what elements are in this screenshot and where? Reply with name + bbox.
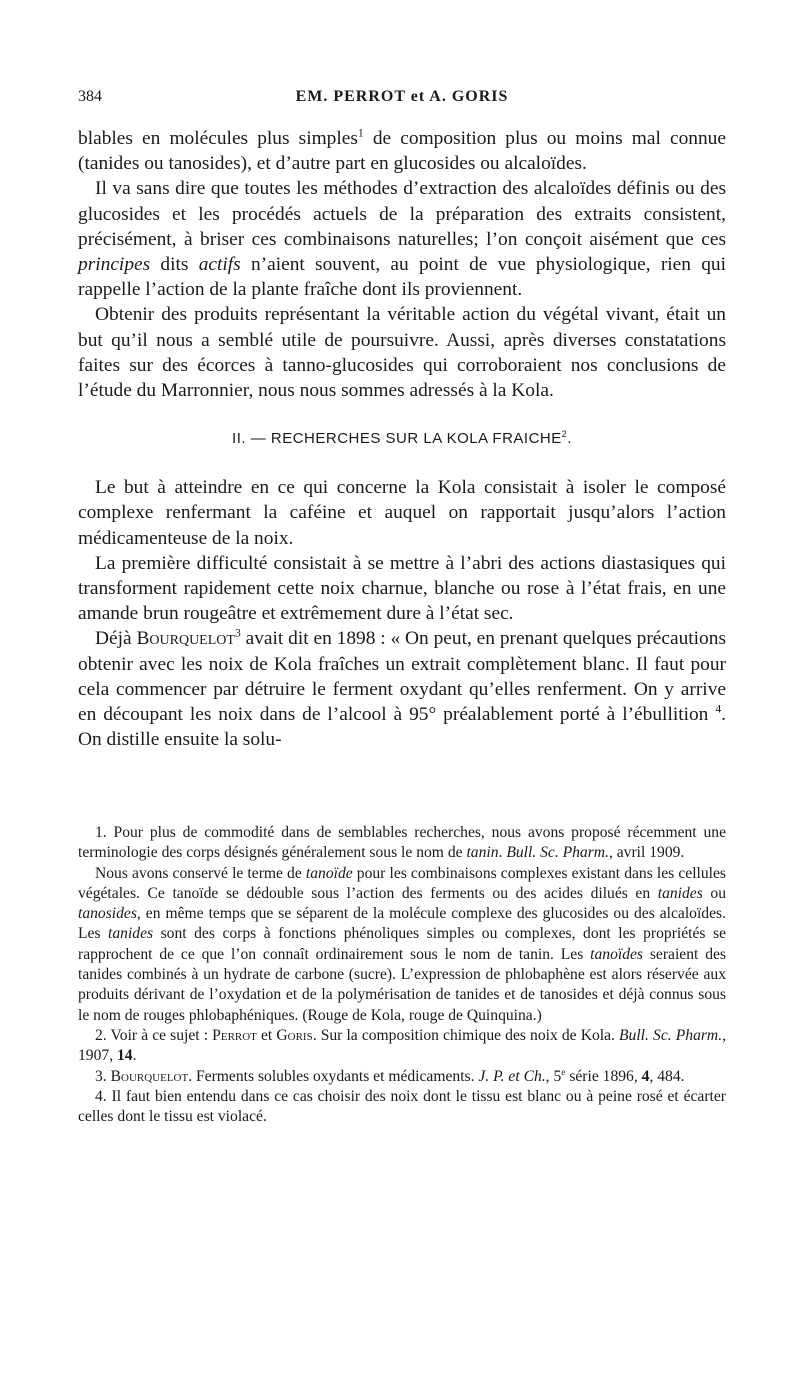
paragraph-4: Le but à atteindre en ce qui concerne la Kola consistait à isoler le composé complexe renfermant la caféine et auquel on rapportait jusqu’alors l’action médicamenteuse de la noix. [78,477,726,549]
footnote-ref-4: 4 [715,702,722,716]
section-heading: II. — RECHERCHES SUR LA KOLA FRAICHE$^2$. [232,429,572,448]
running-title: EM. PERROT et A. GORIS [295,88,509,105]
footnote-ref-1: 1 [357,126,364,140]
running-header [78,88,726,112]
paragraph-6: Déjà Bourquelot$^3$ avait dit en 1898 : « On peut, en prenant quelques précautions obtenir avec les noix de Kola fraîches un extrait complètement blanc. Il faut pour cela commencer par détruire le ferment oxydant qu’elles renferment. On y arrive en découpant les noix dans de l’alcool à 95° préalablement porté à l’ébullition $^4$. On distille ensuite la solu- [78,626,726,751]
footnote-4: 4. Il faut bien entendu dans ce cas choisir des noix dont le tissu est blanc ou à peine rosé et écarter celles dont le tissu est violacé. [78,1087,726,1126]
footnote-3: 3. Bourquelot. Ferments solubles oxydants et médicaments. J. P. et Ch., 5e série 1896, 4, 484. [95,1067,685,1085]
footnote-ref-3: 3 [234,626,241,640]
paragraph-2: Il va sans dire que toutes les méthodes d’extraction des alcaloïdes définis ou des glucosides et les procédés actuels de la préparation des extraits consistent, précisément, à briser ces combinaisons naturelles; l’on conçoit aisément que ces principes dits actifs n’aient souvent, au point de vue physiologique, rien qui rappelle l’action de la plante fraîche dont ils proviennent. [78,178,727,301]
footnote-ref-2: 2 [561,429,568,440]
author-name: Bourquelot [136,628,235,650]
paragraph-1: blables en molécules plus simples$^1$ de composition plus ou moins mal connue (tanides ou tanosides), et d’autre part en glucosides ou alcaloïdes. [78,126,726,175]
paragraph-3: Obtenir des produits représentant la véritable action du végétal vivant, était un but qu’il nous a semblé utile de poursuivre. Aussi, après diverses constatations faites sur des écorces à tanno-glucosides qui corroboraient nos conclusions de l’étude du Marronnier, nous nous sommes adressés à la Kola. [78,304,726,402]
footnote-1: 1. Pour plus de commodité dans de semblables recherches, nous avons proposé récemment une terminologie des corps désignés généralement sous le nom de tanin. Bull. Sc. Pharm., avril 1909. [78,824,726,862]
page-number: 384 [78,88,102,105]
main-text [78,126,726,752]
footnote-2: 2. Voir à ce sujet : Perrot et Goris. Sur la composition chimique des noix de Kola. Bull. Sc. Pharm., 1907, 14. [78,1026,726,1065]
paragraph-5: La première difficulté consistait à se mettre à l’abri des actions diastasiques qui transforment rapidement cette noix charnue, blanche ou rose à l’état frais, en une amande brun rougeâtre et extrêmement dure à l’état sec. [78,552,726,625]
footnote-1-continued: Nous avons conservé le terme de tanoïde pour les combinaisons complexes existant dans les cellules végétales. Ce tanoïde se dédouble sous l’action des ferments ou des acides dilués en tanides ou tanosides, en même temps que se séparent de la molécule complexe des glucosides ou des alcaloïdes. Les tanides sont des corps à fonctions phénoliques simples ou complexes, dont les propriétés se rapprochent de ce que l’on connaît ordinairement sous le nom de tanin. Les tanoïdes seraient des tanides combinés à un hydrate de carbone (sucre). L’expression de phlobaphène est alors réservée aux produits dérivant de l’oxydation et de la polymérisation de tanides et de tanosides et déjà connus sous le nom de rouges phlobaphéniques. (Rouge de Kola, rouge de Quinquina.) [78,864,726,1024]
footnotes [78,823,726,1127]
